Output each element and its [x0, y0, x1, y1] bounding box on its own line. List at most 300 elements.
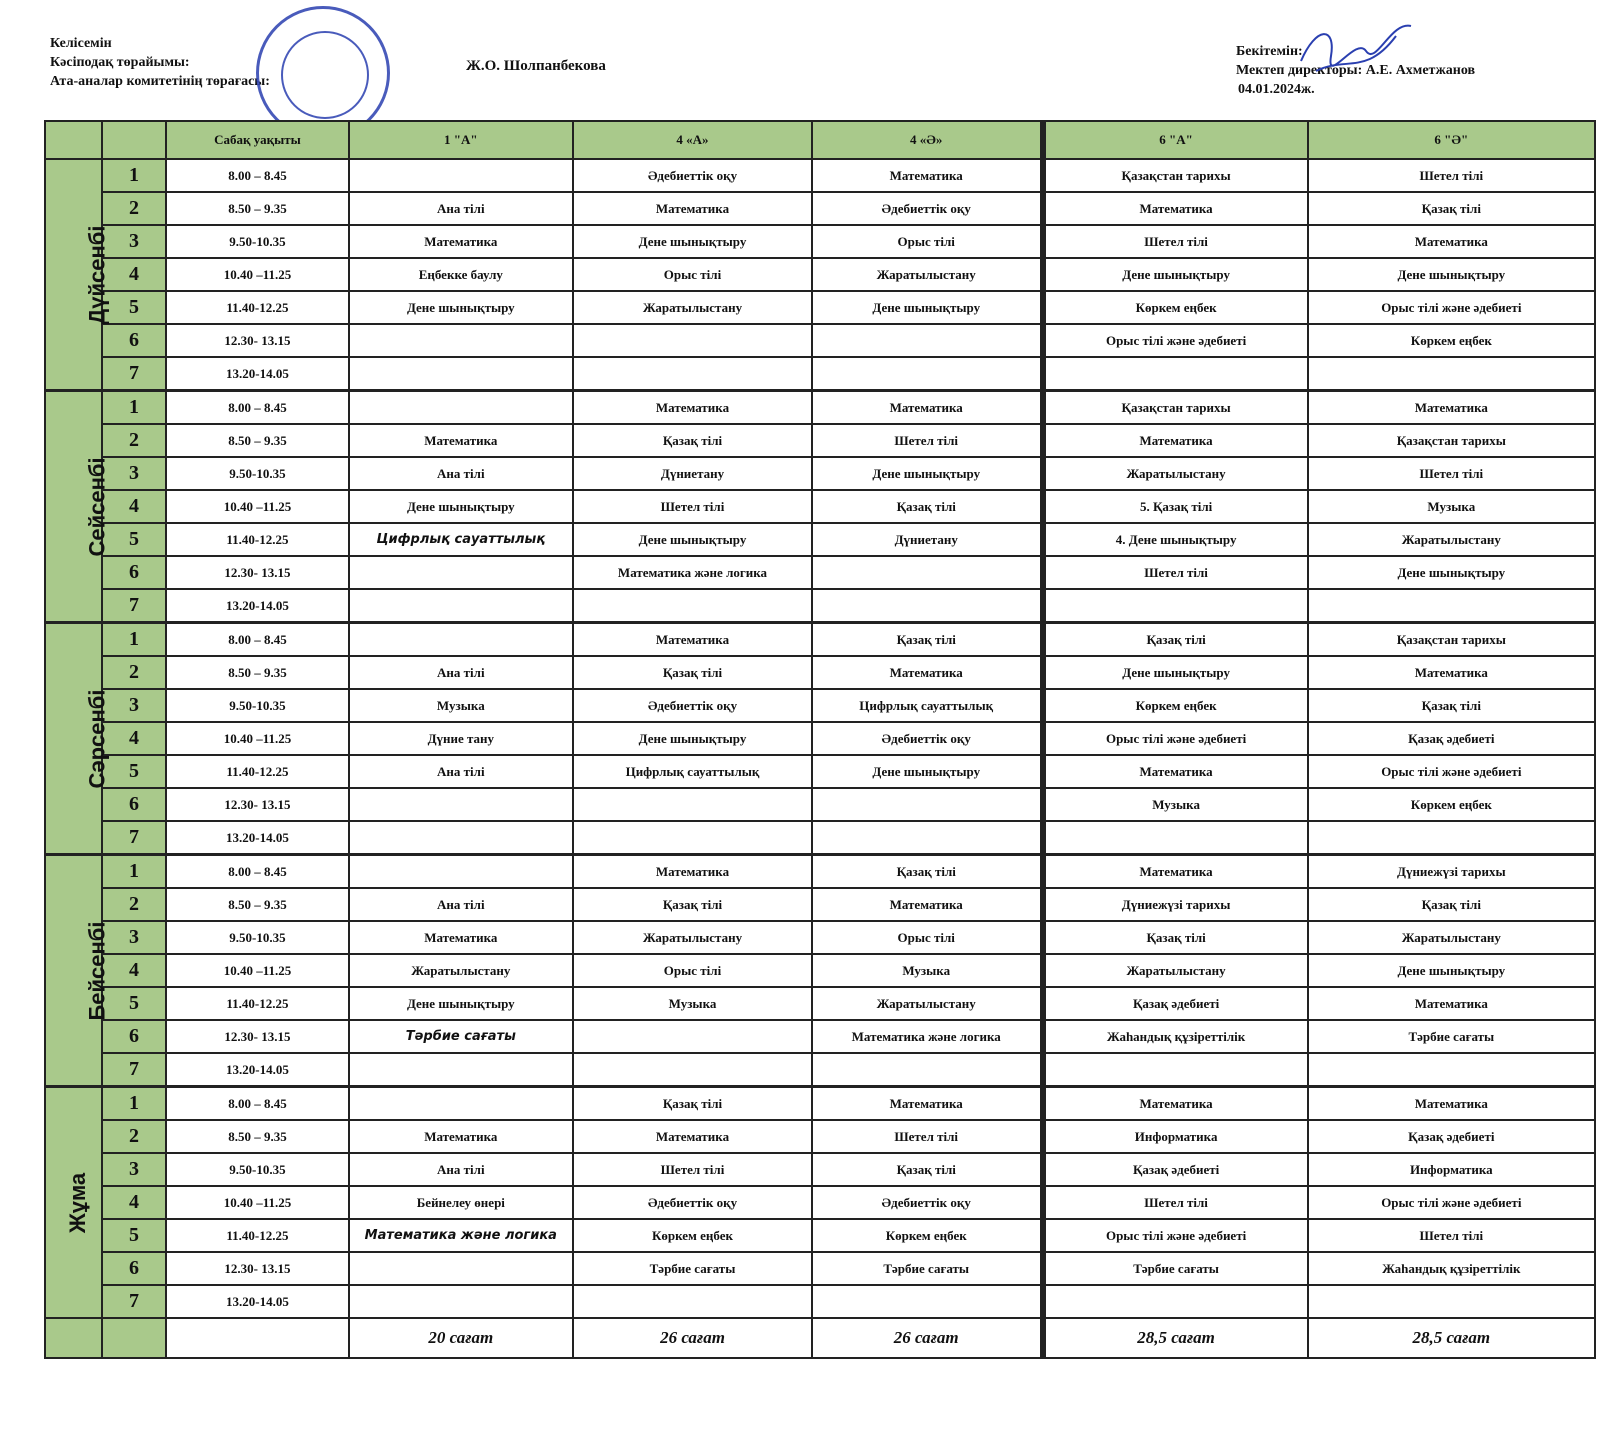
- cell-1a: [349, 1285, 574, 1318]
- lesson-number: 7: [102, 589, 167, 623]
- cell-4a: Дене шынықтыру: [573, 523, 812, 556]
- cell-6b: Шетел тілі: [1308, 159, 1595, 192]
- cell-4a: [573, 1285, 812, 1318]
- cell-6b: Жаратылыстану: [1308, 523, 1595, 556]
- cell-4a: Математика: [573, 623, 812, 657]
- table-row: [45, 523, 1595, 556]
- cell-6b: [1308, 1053, 1595, 1087]
- lesson-number: 6: [102, 788, 167, 821]
- table-row: [45, 1219, 1595, 1252]
- cell-1a: [349, 855, 574, 889]
- cell-6a: Қазақ тілі: [1043, 921, 1308, 954]
- cell-4b: Шетел тілі: [812, 424, 1043, 457]
- lesson-number: 3: [102, 225, 167, 258]
- lesson-number: 7: [102, 1285, 167, 1318]
- lesson-number: 2: [102, 1120, 167, 1153]
- cell-1a: Математика және логика: [349, 1219, 574, 1252]
- cell-1a: Цифрлық сауаттылық: [349, 523, 574, 556]
- cell-1a: [349, 589, 574, 623]
- table-row: [45, 755, 1595, 788]
- cell-4b: [812, 1053, 1043, 1087]
- cell-4b: Көркем еңбек: [812, 1219, 1043, 1252]
- lesson-time: 8.50 – 9.35: [166, 656, 348, 689]
- cell-6a: Орыс тілі және әдебиеті: [1043, 722, 1308, 755]
- cell-6b: Көркем еңбек: [1308, 788, 1595, 821]
- cell-1a: [349, 1087, 574, 1121]
- table-row: [45, 1186, 1595, 1219]
- cell-4b: Цифрлық сауаттылық: [812, 689, 1043, 722]
- table-row: [45, 357, 1595, 391]
- lesson-number: 5: [102, 987, 167, 1020]
- cell-4b: [812, 556, 1043, 589]
- cell-4a: Математика: [573, 1120, 812, 1153]
- document-header: [46, 30, 1586, 122]
- cell-6b: Музыка: [1308, 490, 1595, 523]
- cell-6b: Қазақ әдебиеті: [1308, 722, 1595, 755]
- cell-4a: Жаратылыстану: [573, 291, 812, 324]
- cell-6a: [1043, 357, 1308, 391]
- total-6a: 28,5 сағат: [1043, 1318, 1308, 1358]
- lesson-time: 10.40 –11.25: [166, 722, 348, 755]
- cell-4a: [573, 324, 812, 357]
- cell-1a: [349, 1252, 574, 1285]
- cell-4a: Цифрлық сауаттылық: [573, 755, 812, 788]
- lesson-number: 1: [102, 1087, 167, 1121]
- cell-6b: Қазақ тілі: [1308, 689, 1595, 722]
- total-6b: 28,5 сағат: [1308, 1318, 1595, 1358]
- cell-6a: Жаһандық құзіреттілік: [1043, 1020, 1308, 1053]
- cell-4a: Әдебиеттік оқу: [573, 159, 812, 192]
- lesson-time: 13.20-14.05: [166, 357, 348, 391]
- cell-6a: Қазақ әдебиеті: [1043, 1153, 1308, 1186]
- lesson-time: 8.00 – 8.45: [166, 1087, 348, 1121]
- cell-1a: Ана тілі: [349, 656, 574, 689]
- lesson-time: 11.40-12.25: [166, 523, 348, 556]
- cell-6a: Қазақ әдебиеті: [1043, 987, 1308, 1020]
- cell-6a: Орыс тілі және әдебиеті: [1043, 1219, 1308, 1252]
- table-row: [45, 656, 1595, 689]
- table-row: [45, 1020, 1595, 1053]
- cell-6b: [1308, 821, 1595, 855]
- cell-6a: Информатика: [1043, 1120, 1308, 1153]
- day-label: [45, 159, 110, 391]
- lesson-number: 1: [102, 391, 167, 425]
- table-row: [45, 291, 1595, 324]
- lesson-number: 4: [102, 1186, 167, 1219]
- cell-1a: Математика: [349, 1120, 574, 1153]
- cell-6a: Шетел тілі: [1043, 225, 1308, 258]
- table-row: [45, 722, 1595, 755]
- cell-4b: Әдебиеттік оқу: [812, 722, 1043, 755]
- cell-6a: Жаратылыстану: [1043, 457, 1308, 490]
- cell-6a: Дүниежүзі тарихы: [1043, 888, 1308, 921]
- cell-6b: Қазақ тілі: [1308, 192, 1595, 225]
- cell-4b: Әдебиеттік оқу: [812, 192, 1043, 225]
- cell-6a: Математика: [1043, 192, 1308, 225]
- lesson-time: 9.50-10.35: [166, 457, 348, 490]
- lesson-number: 2: [102, 656, 167, 689]
- cell-4b: Шетел тілі: [812, 1120, 1043, 1153]
- cell-4a: Шетел тілі: [573, 1153, 812, 1186]
- cell-4a: Шетел тілі: [573, 490, 812, 523]
- cell-4a: Математика: [573, 391, 812, 425]
- cell-4b: Математика: [812, 656, 1043, 689]
- cell-6b: Орыс тілі және әдебиеті: [1308, 1186, 1595, 1219]
- table-row: [45, 954, 1595, 987]
- day-name: Дүйсенбі: [84, 225, 110, 324]
- lesson-time: 11.40-12.25: [166, 291, 348, 324]
- lesson-time: 8.00 – 8.45: [166, 855, 348, 889]
- cell-1a: Жаратылыстану: [349, 954, 574, 987]
- lesson-time: 13.20-14.05: [166, 1285, 348, 1318]
- cell-1a: Еңбекке баулу: [349, 258, 574, 291]
- lesson-number: 6: [102, 324, 167, 357]
- lesson-number: 5: [102, 291, 167, 324]
- table-row: [45, 192, 1595, 225]
- cell-6a: Математика: [1043, 855, 1308, 889]
- cell-4b: Музыка: [812, 954, 1043, 987]
- cell-1a: Ана тілі: [349, 192, 574, 225]
- total-1a: 20 сағат: [349, 1318, 574, 1358]
- lesson-time: 8.50 – 9.35: [166, 888, 348, 921]
- cell-4b: Математика: [812, 888, 1043, 921]
- cell-4a: Музыка: [573, 987, 812, 1020]
- cell-1a: Дүние тану: [349, 722, 574, 755]
- day-name: Сейсенбі: [84, 456, 110, 557]
- cell-4b: Дене шынықтыру: [812, 457, 1043, 490]
- cell-1a: [349, 159, 574, 192]
- lesson-number: 4: [102, 490, 167, 523]
- cell-6a: Музыка: [1043, 788, 1308, 821]
- union-chair-label: Кәсіподақ төрайымы:: [50, 55, 190, 70]
- cell-1a: [349, 391, 574, 425]
- timetable-body: [45, 159, 1595, 1318]
- table-row: [45, 987, 1595, 1020]
- cell-6a: [1043, 1285, 1308, 1318]
- lesson-time: 12.30- 13.15: [166, 1020, 348, 1053]
- cell-4b: Математика және логика: [812, 1020, 1043, 1053]
- lesson-time: 8.00 – 8.45: [166, 623, 348, 657]
- lesson-number: 7: [102, 357, 167, 391]
- cell-4b: Қазақ тілі: [812, 490, 1043, 523]
- total-4a: 26 сағат: [573, 1318, 812, 1358]
- agreement-block: [50, 34, 270, 91]
- table-row: [45, 324, 1595, 357]
- cell-4a: Қазақ тілі: [573, 424, 812, 457]
- totals-row: [45, 1318, 1595, 1358]
- lesson-time: 13.20-14.05: [166, 589, 348, 623]
- cell-6b: Дене шынықтыру: [1308, 258, 1595, 291]
- cell-4b: Дене шынықтыру: [812, 755, 1043, 788]
- cell-6b: Информатика: [1308, 1153, 1595, 1186]
- day-name: Сәрсенбі: [84, 688, 110, 789]
- lesson-time: 8.00 – 8.45: [166, 159, 348, 192]
- lesson-time: 11.40-12.25: [166, 987, 348, 1020]
- cell-4a: Дене шынықтыру: [573, 722, 812, 755]
- cell-1a: Ана тілі: [349, 755, 574, 788]
- lesson-time: 12.30- 13.15: [166, 1252, 348, 1285]
- approval-date: 04.01.2024ж.: [1238, 82, 1315, 97]
- cell-4b: Дене шынықтыру: [812, 291, 1043, 324]
- lesson-time: 8.50 – 9.35: [166, 192, 348, 225]
- cell-4a: Қазақ тілі: [573, 656, 812, 689]
- cell-6a: Математика: [1043, 424, 1308, 457]
- cell-6a: Қазақстан тарихы: [1043, 159, 1308, 192]
- cell-6a: [1043, 1053, 1308, 1087]
- cell-4b: Жаратылыстану: [812, 258, 1043, 291]
- cell-4a: [573, 788, 812, 821]
- cell-6b: Қазақ әдебиеті: [1308, 1120, 1595, 1153]
- lesson-number: 1: [102, 159, 167, 192]
- cell-4b: Математика: [812, 1087, 1043, 1121]
- table-row: [45, 556, 1595, 589]
- cell-4b: Математика: [812, 391, 1043, 425]
- table-row: [45, 258, 1595, 291]
- cell-4b: [812, 589, 1043, 623]
- table-row: [45, 855, 1595, 889]
- lesson-time: 8.00 – 8.45: [166, 391, 348, 425]
- table-row: [45, 391, 1595, 425]
- cell-4b: [812, 324, 1043, 357]
- cell-1a: Ана тілі: [349, 1153, 574, 1186]
- cell-4a: Математика: [573, 192, 812, 225]
- cell-4a: [573, 1053, 812, 1087]
- cell-6a: 4. Дене шынықтыру: [1043, 523, 1308, 556]
- cell-4a: Қазақ тілі: [573, 888, 812, 921]
- cell-1a: [349, 788, 574, 821]
- lesson-time: 13.20-14.05: [166, 821, 348, 855]
- cell-6a: Дене шынықтыру: [1043, 656, 1308, 689]
- cell-1a: [349, 623, 574, 657]
- director-label: Мектеп директоры: А.Е. Ахметжанов: [1236, 63, 1476, 78]
- lesson-number: 7: [102, 821, 167, 855]
- cell-1a: [349, 357, 574, 391]
- lesson-time: 11.40-12.25: [166, 755, 348, 788]
- lesson-time: 10.40 –11.25: [166, 258, 348, 291]
- cell-6a: Математика: [1043, 1087, 1308, 1121]
- agree-title: Келісемін: [50, 36, 112, 51]
- parents-chair-label: Ата-аналар комитетінің төрағасы:: [50, 74, 270, 89]
- day-label: [45, 391, 110, 623]
- cell-6a: Дене шынықтыру: [1043, 258, 1308, 291]
- lesson-number: 4: [102, 722, 167, 755]
- lesson-time: 9.50-10.35: [166, 1153, 348, 1186]
- cell-4b: Қазақ тілі: [812, 623, 1043, 657]
- cell-6a: [1043, 589, 1308, 623]
- col-6a: 6 "А": [1043, 121, 1308, 159]
- cell-6a: Шетел тілі: [1043, 556, 1308, 589]
- table-row: [45, 1153, 1595, 1186]
- cell-4b: Тәрбие сағаты: [812, 1252, 1043, 1285]
- cell-6a: Орыс тілі және әдебиеті: [1043, 324, 1308, 357]
- cell-1a: Бейнелеу өнері: [349, 1186, 574, 1219]
- table-row: [45, 623, 1595, 657]
- cell-6a: Қазақ тілі: [1043, 623, 1308, 657]
- lesson-number: 4: [102, 954, 167, 987]
- cell-4b: Орыс тілі: [812, 921, 1043, 954]
- cell-6b: Дүниежүзі тарихы: [1308, 855, 1595, 889]
- cell-4a: Математика және логика: [573, 556, 812, 589]
- cell-4a: Әдебиеттік оқу: [573, 689, 812, 722]
- cell-6b: Дене шынықтыру: [1308, 556, 1595, 589]
- cell-4b: Әдебиеттік оқу: [812, 1186, 1043, 1219]
- cell-6a: Көркем еңбек: [1043, 689, 1308, 722]
- lesson-time: 13.20-14.05: [166, 1053, 348, 1087]
- lesson-number: 7: [102, 1053, 167, 1087]
- table-row: [45, 1087, 1595, 1121]
- cell-6b: Математика: [1308, 391, 1595, 425]
- cell-6b: Математика: [1308, 656, 1595, 689]
- cell-4a: Қазақ тілі: [573, 1087, 812, 1121]
- cell-6b: Орыс тілі және әдебиеті: [1308, 755, 1595, 788]
- cell-6a: 5. Қазақ тілі: [1043, 490, 1308, 523]
- lesson-number: 3: [102, 1153, 167, 1186]
- table-row: [45, 490, 1595, 523]
- cell-6b: Қазақстан тарихы: [1308, 424, 1595, 457]
- cell-1a: [349, 324, 574, 357]
- cell-4a: [573, 1020, 812, 1053]
- table-row: [45, 1285, 1595, 1318]
- lesson-number: 1: [102, 623, 167, 657]
- cell-4b: Математика: [812, 159, 1043, 192]
- cell-6a: Қазақстан тарихы: [1043, 391, 1308, 425]
- lesson-time: 11.40-12.25: [166, 1219, 348, 1252]
- cell-1a: Ана тілі: [349, 457, 574, 490]
- lesson-number: 5: [102, 755, 167, 788]
- cell-4a: Көркем еңбек: [573, 1219, 812, 1252]
- cell-6b: Орыс тілі және әдебиеті: [1308, 291, 1595, 324]
- cell-1a: Музыка: [349, 689, 574, 722]
- cell-6a: Математика: [1043, 755, 1308, 788]
- table-row: [45, 689, 1595, 722]
- day-label: [45, 855, 110, 1087]
- table-row: [45, 1053, 1595, 1087]
- col-day: [45, 121, 102, 159]
- cell-6b: [1308, 1285, 1595, 1318]
- lesson-time: 8.50 – 9.35: [166, 1120, 348, 1153]
- lesson-time: 10.40 –11.25: [166, 1186, 348, 1219]
- cell-6b: [1308, 357, 1595, 391]
- table-row: [45, 788, 1595, 821]
- cell-6b: Шетел тілі: [1308, 1219, 1595, 1252]
- lesson-number: 6: [102, 1252, 167, 1285]
- cell-6b: Шетел тілі: [1308, 457, 1595, 490]
- cell-6a: [1043, 821, 1308, 855]
- lesson-number: 2: [102, 888, 167, 921]
- cell-1a: Математика: [349, 921, 574, 954]
- lesson-time: 8.50 – 9.35: [166, 424, 348, 457]
- cell-4a: [573, 589, 812, 623]
- cell-6b: Математика: [1308, 987, 1595, 1020]
- cell-6b: Қазақстан тарихы: [1308, 623, 1595, 657]
- col-1a: 1 "А": [349, 121, 574, 159]
- cell-1a: Дене шынықтыру: [349, 490, 574, 523]
- cell-6b: Жаратылыстану: [1308, 921, 1595, 954]
- table-row: [45, 1120, 1595, 1153]
- cell-1a: [349, 556, 574, 589]
- cell-4a: Орыс тілі: [573, 954, 812, 987]
- cell-4b: Жаратылыстану: [812, 987, 1043, 1020]
- col-4b: 4 «Ә»: [812, 121, 1043, 159]
- table-row: [45, 457, 1595, 490]
- cell-4a: Дүниетану: [573, 457, 812, 490]
- lesson-number: 3: [102, 689, 167, 722]
- cell-4b: [812, 1285, 1043, 1318]
- cell-4a: Әдебиеттік оқу: [573, 1186, 812, 1219]
- cell-4a: [573, 357, 812, 391]
- lesson-time: 10.40 –11.25: [166, 490, 348, 523]
- day-name: Бейсенбі: [84, 920, 110, 1021]
- cell-6b: Қазақ тілі: [1308, 888, 1595, 921]
- lesson-number: 6: [102, 1020, 167, 1053]
- table-row: [45, 159, 1595, 192]
- cell-4a: [573, 821, 812, 855]
- table-row: [45, 821, 1595, 855]
- col-number: [102, 121, 167, 159]
- day-label: [45, 1087, 102, 1319]
- table-row: [45, 424, 1595, 457]
- cell-1a: Математика: [349, 225, 574, 258]
- col-time: Сабақ уақыты: [166, 121, 348, 159]
- cell-4a: Математика: [573, 855, 812, 889]
- cell-1a: Тәрбие сағаты: [349, 1020, 574, 1053]
- lesson-number: 5: [102, 1219, 167, 1252]
- cell-6b: Математика: [1308, 225, 1595, 258]
- cell-4a: Орыс тілі: [573, 258, 812, 291]
- col-4a: 4 «А»: [573, 121, 812, 159]
- col-6b: 6 "Ә": [1308, 121, 1595, 159]
- lesson-number: 4: [102, 258, 167, 291]
- cell-6b: Көркем еңбек: [1308, 324, 1595, 357]
- cell-1a: [349, 1053, 574, 1087]
- day-name: Жұма: [65, 1172, 91, 1233]
- cell-1a: Дене шынықтыру: [349, 987, 574, 1020]
- cell-1a: Дене шынықтыру: [349, 291, 574, 324]
- cell-6b: [1308, 589, 1595, 623]
- timetable: [44, 120, 1596, 1359]
- union-chair-name: Ж.О. Шолпанбекова: [466, 58, 606, 74]
- lesson-number: 6: [102, 556, 167, 589]
- table-row: [45, 225, 1595, 258]
- cell-1a: [349, 821, 574, 855]
- lesson-time: 9.50-10.35: [166, 225, 348, 258]
- lesson-number: 2: [102, 424, 167, 457]
- lesson-time: 12.30- 13.15: [166, 324, 348, 357]
- cell-4a: Жаратылыстану: [573, 921, 812, 954]
- table-row: [45, 921, 1595, 954]
- cell-4b: [812, 821, 1043, 855]
- lesson-number: 5: [102, 523, 167, 556]
- header-row: [45, 121, 1595, 159]
- cell-4b: [812, 357, 1043, 391]
- cell-6b: Математика: [1308, 1087, 1595, 1121]
- table-row: [45, 1252, 1595, 1285]
- cell-6a: Тәрбие сағаты: [1043, 1252, 1308, 1285]
- cell-1a: Ана тілі: [349, 888, 574, 921]
- lesson-number: 1: [102, 855, 167, 889]
- cell-4a: Дене шынықтыру: [573, 225, 812, 258]
- cell-6b: Тәрбие сағаты: [1308, 1020, 1595, 1053]
- cell-6b: Жаһандық құзіреттілік: [1308, 1252, 1595, 1285]
- table-row: [45, 888, 1595, 921]
- lesson-time: 9.50-10.35: [166, 689, 348, 722]
- lesson-time: 9.50-10.35: [166, 921, 348, 954]
- cell-1a: Математика: [349, 424, 574, 457]
- table-row: [45, 589, 1595, 623]
- day-label: [45, 623, 110, 855]
- cell-6a: Шетел тілі: [1043, 1186, 1308, 1219]
- lesson-number: 3: [102, 921, 167, 954]
